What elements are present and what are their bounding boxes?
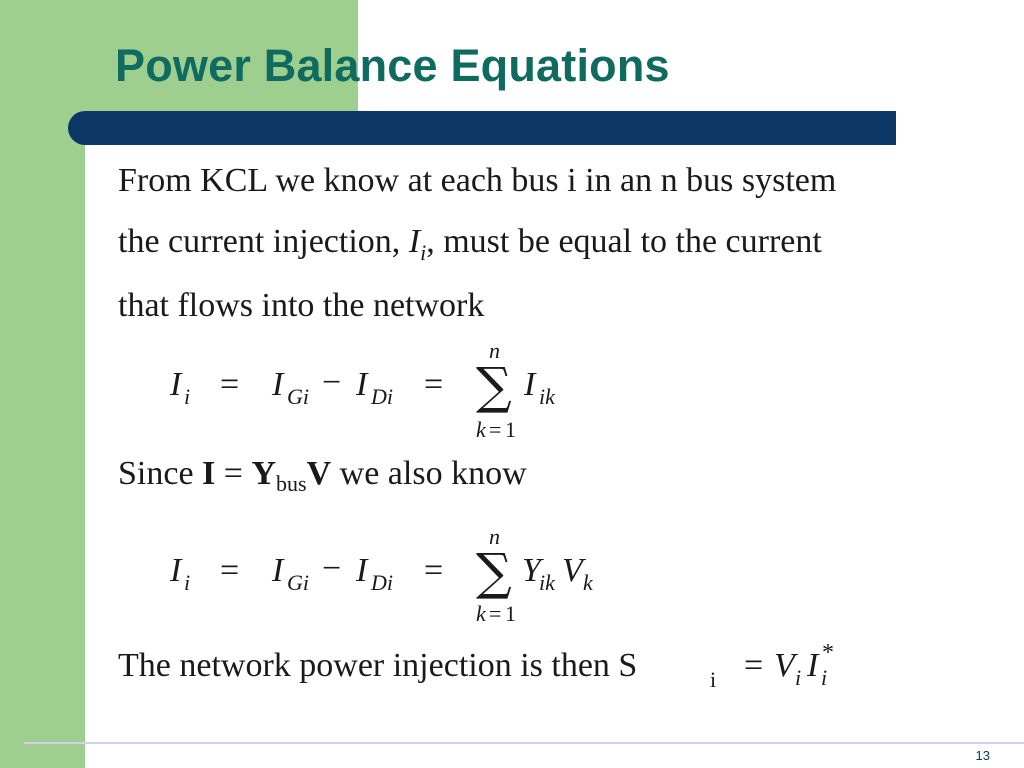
summation-icon-2: ∑ [476, 543, 512, 601]
current-subscript: i [420, 240, 427, 265]
bold-V: V [306, 455, 332, 492]
bus-subscript: bus [276, 471, 307, 496]
final-V: V [774, 647, 795, 684]
eq2-lhs-sub: i [184, 570, 191, 595]
eq2-sum-lower-var: k [476, 601, 486, 626]
eq2-minus: − [322, 550, 342, 587]
eq1-sum-lower-eq: = [489, 417, 502, 442]
eq2-sum-lower-val: 1 [505, 601, 516, 626]
eq1-term1: I [272, 366, 284, 403]
eq2-term2-sub: Di [371, 570, 393, 595]
current-symbol: I [408, 223, 421, 260]
page-number: 13 [975, 748, 990, 763]
paragraph-line-2 [118, 211, 836, 275]
eq1-lhs-sub: i [184, 384, 191, 409]
bold-I: I [202, 455, 216, 492]
final-V-sub: i [795, 665, 802, 690]
paragraph-line-3: that flows into the network [118, 287, 485, 324]
eq2-sum-upper: n [489, 524, 500, 549]
title-underline-bar [68, 111, 896, 145]
eq1-sum-lower-val: 1 [505, 417, 516, 442]
since-equals: = [215, 455, 252, 492]
eq2-equals-2: = [424, 552, 444, 589]
final-I: I [807, 647, 819, 684]
intro-paragraph [118, 150, 836, 336]
summation-icon: ∑ [476, 357, 512, 415]
eq1-lhs: I [170, 366, 182, 403]
eq2-term1: I [272, 552, 284, 589]
eq1-summand-sub: ik [539, 384, 555, 409]
paragraph-line-1: From KCL we know at each bus i in an n bus system [118, 162, 837, 199]
since-line [118, 455, 527, 496]
eq1-term2-sub: Di [371, 384, 393, 409]
eq2-Y-sub: ik [539, 570, 555, 595]
eq2-term2: I [356, 552, 368, 589]
eq2-sum-lower-eq: = [489, 601, 502, 626]
eq1-term2: I [356, 366, 368, 403]
footer-divider [24, 742, 1024, 744]
final-text: The network power injection is then S [118, 647, 638, 684]
line2-text-a: the current injection, [118, 223, 409, 260]
line2-text-b: , must be equal to the current [426, 223, 822, 260]
eq1-sum-lower-var: k [476, 417, 486, 442]
bold-Y: Y [251, 455, 277, 492]
eq2-equals: = [220, 552, 240, 589]
since-text-2: we also know [331, 455, 527, 492]
eq1-summand: I [524, 366, 536, 403]
eq1-minus: − [322, 364, 342, 401]
since-text: Since [118, 455, 203, 492]
eq2-V-sub: k [583, 570, 593, 595]
eq1-equals: = [220, 366, 240, 403]
eq2-V: V [562, 552, 583, 589]
final-I-sub: i [821, 665, 828, 690]
eq2-lhs: I [170, 552, 182, 589]
slide-title: Power Balance Equations [115, 40, 670, 91]
final-s-sub: i [710, 667, 717, 692]
conjugate-star-icon: * [822, 640, 834, 666]
eq1-sum-upper: n [489, 338, 500, 363]
eq1-term1-sub: Gi [287, 384, 309, 409]
eq1-equals-2: = [424, 366, 444, 403]
eq2-term1-sub: Gi [287, 570, 309, 595]
final-equals: = [744, 647, 764, 684]
eq2-Y: Y [522, 552, 541, 589]
